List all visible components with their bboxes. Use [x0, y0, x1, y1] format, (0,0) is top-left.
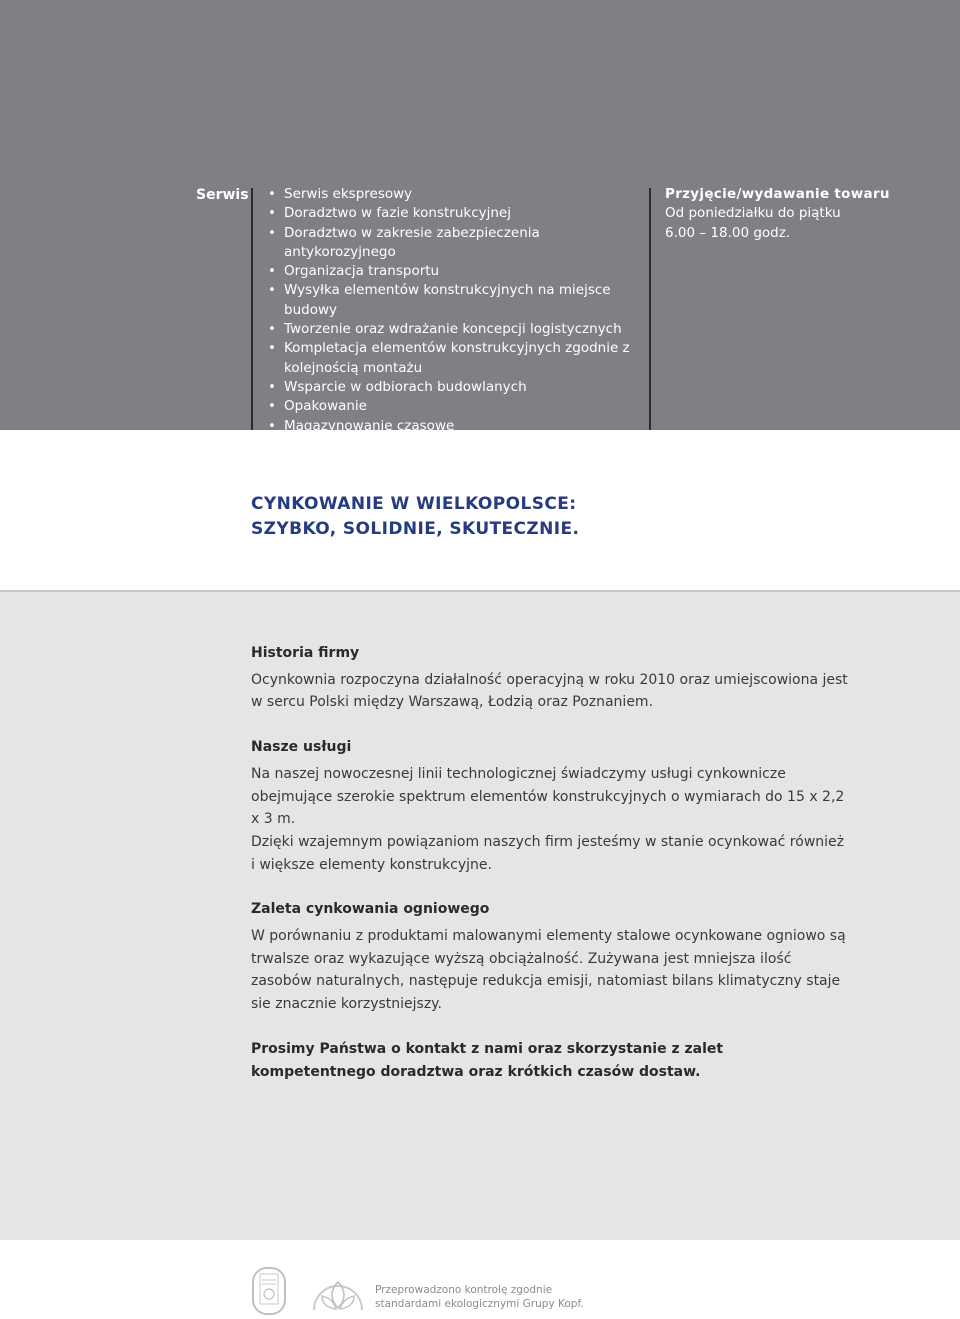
section-title: Historia firmy — [251, 645, 360, 661]
leaf-logo-icon — [308, 1272, 368, 1316]
divider-left — [251, 188, 253, 430]
list-item: • Organizacja transportu — [268, 262, 638, 281]
list-item: • Wysyłka elementów konstrukcyjnych na miejsce budowy — [268, 281, 638, 320]
list-item: • Serwis ekspresowy — [268, 185, 638, 204]
list-item: • Kompletacja elementów konstrukcyjnych zgodnie z kolejnością montażu — [268, 339, 638, 378]
hours-time: 6.00 – 18.00 godz. — [665, 224, 791, 241]
section-advantage — [251, 898, 851, 1016]
section-services — [251, 736, 851, 876]
list-item: • Doradztwo w fazie konstrukcyjnej — [268, 204, 638, 223]
hours-days: Od poniedziałku do piątku — [665, 205, 841, 222]
section-paragraph: Ocynkownia rozpoczyna działalność operacyjną w roku 2010 oraz umiejscowiona jest w sercu Polski między Warszawą, Łodzią oraz Poznaniem. — [251, 671, 848, 711]
services-list — [268, 185, 638, 436]
footer-line-1: Przeprowadzono kontrolę zgodnie — [375, 1284, 553, 1296]
section-paragraph: Na naszej nowoczesnej linii technologicznej świadczymy usługi cynkownicze obejmujące szerokie spektrum elementów konstrukcyjnych o wymiarach do 15 x 2,2 x 3 m. — [251, 765, 845, 828]
section-title: Nasze usługi — [251, 739, 352, 756]
list-item: • Tworzenie oraz wdrażanie koncepcji logistycznych — [268, 320, 638, 339]
section-paragraph: W porównaniu z produktami malowanymi elementy stalowe ocynkowane ogniowo są trwalsze oraz wykazujące wyższą obciążalność. Zużywana jest mniejsza ilość zasobów naturalnych, następuje redukcja emisji, natomiast bilans klimatyczny staje sie znacznie korzystniejszy. — [251, 928, 846, 1013]
list-item: • Magazynowanie czasowe — [268, 417, 638, 436]
divider-right — [649, 188, 651, 430]
footer-note — [375, 1283, 584, 1311]
info-content — [251, 642, 851, 1083]
serwis-label: Serwis — [196, 187, 249, 203]
headline-line-1: CYNKOWANIE W WIELKOPOLSCE: — [251, 494, 577, 514]
hours-block — [665, 185, 890, 243]
footer-line-2: standardami ekologicznymi Grupy Kopf. — [375, 1298, 584, 1310]
section-title: Zaleta cynkowania ogniowego — [251, 901, 490, 918]
certificate-seal-icon — [251, 1266, 287, 1316]
section-paragraph: Dzięki wzajemnym powiązaniom naszych firm jesteśmy w stanie ocynkować również i większe elementy konstrukcyjne. — [251, 833, 844, 873]
contact-cta: Prosimy Państwa o kontakt z nami oraz skorzystanie z zalet kompetentnego doradztwa oraz krótkich czasów dostaw. — [251, 1040, 724, 1080]
list-item: • Wsparcie w odbiorach budowlanych — [268, 378, 638, 397]
section-history — [251, 642, 851, 714]
list-item: • Doradztwo w zakresie zabezpieczenia antykorozyjnego — [268, 224, 638, 263]
list-item: • Opakowanie — [268, 397, 638, 416]
headline — [251, 492, 579, 542]
headline-line-2: SZYBKO, SOLIDNIE, SKUTECZNIE. — [251, 519, 580, 539]
hours-title: Przyjęcie/wydawanie towaru — [665, 186, 890, 202]
